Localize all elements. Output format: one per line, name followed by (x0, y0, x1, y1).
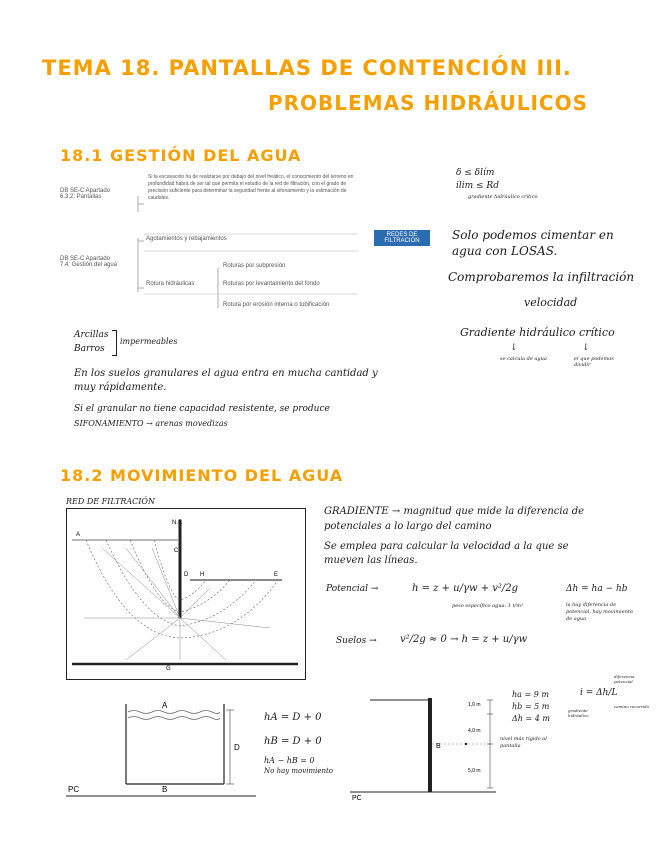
gradiente-line-2: potenciales a lo largo del camino (324, 521, 492, 532)
i-equation: i = Δh/L (580, 688, 618, 698)
wall-h1: 1,0 m (468, 702, 481, 708)
brace (112, 330, 117, 356)
svg-text:E: E (274, 572, 279, 578)
gradiente-line-1: GRADIENTE → magnitud que mide la diferencia de (324, 506, 585, 517)
solo-line-2: agua con LOSAS. (452, 244, 558, 258)
empleo-line-2: mueven las líneas. (324, 555, 418, 566)
nf-label: N.F. (172, 520, 183, 526)
ineq-sub: gradiente hidráulico crítico (468, 194, 538, 200)
g-left-note: se calcula de agua (500, 356, 547, 362)
tank-b: B (162, 785, 168, 794)
wall-hb: hb = 5 m (512, 702, 550, 711)
i-top-note: diferencia potencial (614, 674, 635, 684)
para-1-line-1: En los suelos granulares el agua entra en mucha cantidad y (74, 368, 378, 379)
db1-text: Si la excavación ha de realizarse por debajo del nivel freático, el conocimiento del terreno en profundidad habrá de ser tal que permita el estudio de la red de filtración, con el grado de precisión suficiente para determinar la seguridad frente al sifonamiento y la estimación de caudales. (148, 174, 354, 201)
red-filtracion-label: RED DE FILTRACIÓN (66, 497, 155, 506)
potencial-note: peso específico agua: 1 t/m³ (452, 603, 524, 609)
barros: Barros (74, 344, 105, 354)
svg-text:G: G (166, 666, 171, 672)
wall-h2: 4,0 m (468, 728, 481, 734)
svg-text:C: C (174, 548, 179, 554)
roturas-label: Rotura hidráulicas (146, 281, 195, 287)
tank-eq-3: hA − hB = 0 (264, 756, 315, 765)
rotura-levantamiento: Roturas por levantamiento del fondo (223, 281, 320, 287)
svg-text:H: H (200, 572, 205, 578)
comprobaremos: Comprobaremos la infiltración (448, 270, 635, 284)
arcillas: Arcillas (74, 330, 109, 340)
page-subtitle: PROBLEMAS HIDRÁULICOS (268, 91, 589, 115)
wall-b: B (436, 743, 441, 750)
db-se-c-diagram (58, 166, 438, 316)
para-2-line-1: Si el granular no tiene capacidad resistente, se produce (74, 404, 330, 414)
wall-note: nivel más rígido al pantalla (500, 736, 547, 749)
page-title: TEMA 18. PANTALLAS DE CONTENCIÓN III. (42, 56, 572, 80)
flow-net-figure (66, 508, 306, 680)
wall-h3: 5,0 m (468, 768, 481, 774)
ineq-2: ilim ≤ Rd (456, 181, 499, 191)
rotura-subpresion: Roturas por subpresión (223, 263, 286, 269)
wall-ha: ha = 9 m (512, 690, 549, 699)
i-left-note: gradiente hidráulico (568, 708, 589, 718)
section-heading-18-1: 18.1 GESTIÓN DEL AGUA (60, 146, 302, 165)
arrow-left: ↓ (510, 343, 518, 353)
section-heading-18-2: 18.2 MOVIMIENTO DEL AGUA (60, 466, 344, 485)
arrow-right: ↓ (582, 343, 590, 353)
suelos-equation: v²/2g ≈ 0 → h = z + u/γw (400, 634, 528, 645)
para-1-line-2: muy rápidamente. (74, 382, 167, 393)
solo-line-1: Solo podemos cimentar en (452, 228, 614, 242)
potencial-label: Potencial → (326, 584, 379, 594)
tank-pc: PC (68, 785, 80, 794)
wall-dh: Δh = 4 m (512, 714, 550, 723)
wall-pc: PC (352, 795, 362, 802)
svg-text:D: D (184, 572, 189, 578)
db1-label: DB SE-C Apartado 6.3.2: Pantallas (60, 188, 111, 200)
tank-d: D (234, 743, 240, 752)
empleo-line-1: Se emplea para calcular la velocidad a la que se (324, 541, 569, 552)
tank-figure (66, 696, 256, 798)
redes-filtracion-box: REDES DE FILTRACIÓN (374, 230, 430, 246)
db2-label: DB SE-C Apartado 7.4: Gestión del agua (60, 256, 118, 268)
rotura-erosion: Rotura por erosión interna o tubificación (223, 302, 330, 308)
impermeables: impermeables (120, 337, 178, 346)
i-right-note: camino recorrido (614, 704, 649, 709)
tank-eq-4: No hay movimiento (264, 767, 334, 775)
potencial-equation: h = z + u/γw + v²/2g (412, 583, 519, 594)
wall-figure (350, 692, 496, 804)
para-2-line-2: SIFONAMIENTO → arenas movedizas (74, 419, 228, 428)
svg-text:A: A (76, 532, 81, 538)
velocidad: velocidad (524, 296, 578, 309)
tank-a: A (162, 701, 168, 710)
ineq-1: δ ≤ δlím (456, 168, 495, 178)
tank-eq-1: hA = D + 0 (264, 712, 322, 723)
dh-equation: Δh = ha − hb (566, 584, 628, 594)
tank-eq-2: hB = D + 0 (264, 736, 322, 747)
gradiente-critico: Gradiente hidráulico crítico (460, 326, 615, 339)
dh-note: la hay diferencia de potencial, hay movimiento de agua (566, 602, 633, 622)
agotamientos-label: Agotamientos y rebajamientos (146, 236, 227, 242)
suelos-label: Suelos → (336, 636, 377, 646)
g-right-note: el que podemos dividir (574, 356, 614, 368)
